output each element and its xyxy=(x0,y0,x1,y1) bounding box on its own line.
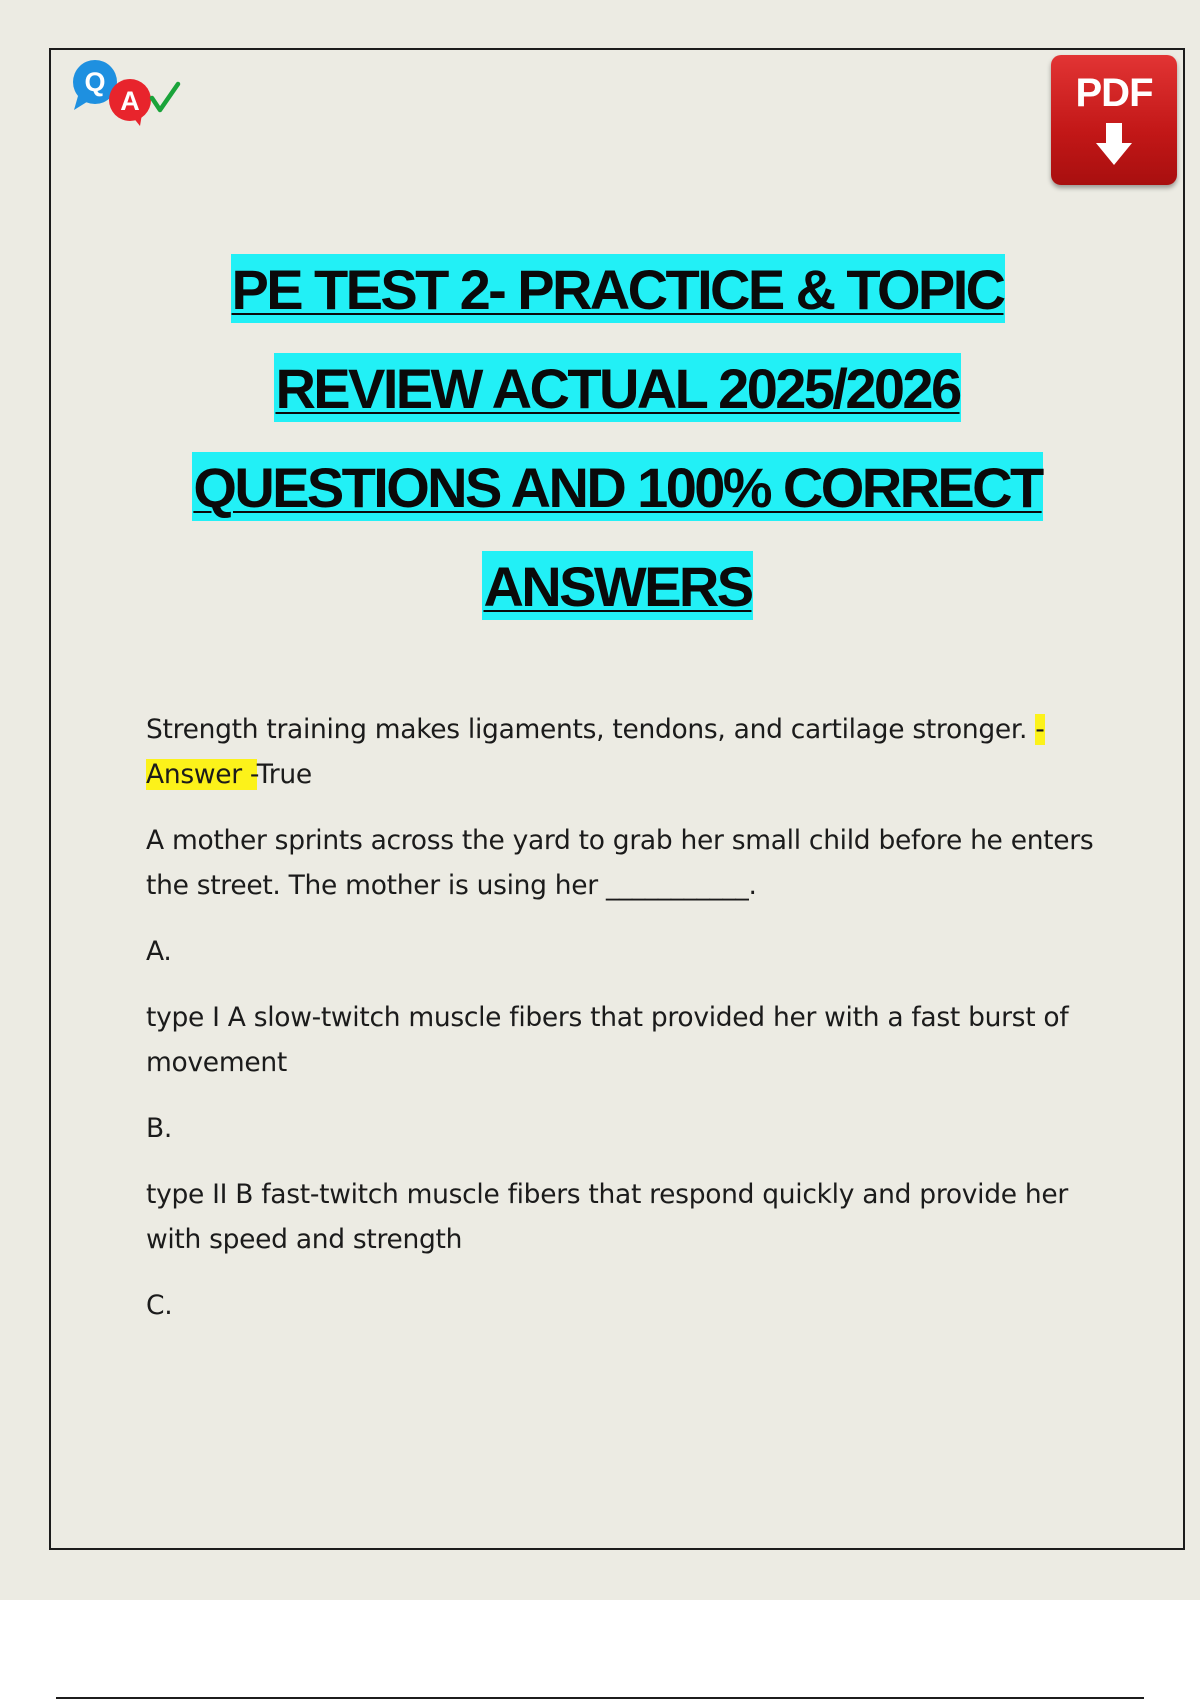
title-line-3: QUESTIONS AND 100% CORRECT xyxy=(60,438,1175,537)
option-a-text: type I A slow-twitch muscle fibers that provided her with a fast burst of movement xyxy=(146,1002,1069,1078)
question-1-text: Strength training makes ligaments, tendons, and cartilage stronger. xyxy=(146,714,1036,745)
option-a-letter: A. xyxy=(146,936,172,967)
option-b-letter: B. xyxy=(146,1113,173,1144)
logo-a-letter: A xyxy=(120,86,140,116)
option-b-text: type II B fast-twitch muscle fibers that respond quickly and provide her with speed and strength xyxy=(146,1179,1068,1255)
title-line-2: REVIEW ACTUAL 2025/2026 xyxy=(60,339,1175,438)
question-1-answer: True xyxy=(256,759,312,790)
page-separator-line xyxy=(56,1697,1144,1699)
qa-logo-icon xyxy=(68,58,188,128)
logo-q-letter: Q xyxy=(84,67,106,97)
document-title xyxy=(60,240,1175,636)
title-line-4: ANSWERS xyxy=(60,537,1175,636)
title-line-1: PE TEST 2- PRACTICE & TOPIC xyxy=(60,240,1175,339)
pdf-badge-label: PDF xyxy=(1075,71,1153,115)
option-c-letter: C. xyxy=(146,1290,173,1321)
question-2: A mother sprints across the yard to grab her small child before he enters the street. The mother is using her ___________. xyxy=(146,825,1094,901)
download-arrow-icon xyxy=(1094,121,1134,167)
question-1 xyxy=(146,707,1106,797)
question-list xyxy=(146,707,1106,1349)
answer-marker: - Answer - xyxy=(146,714,1045,790)
check-icon xyxy=(152,84,178,110)
pdf-download-button[interactable] xyxy=(1051,55,1177,185)
